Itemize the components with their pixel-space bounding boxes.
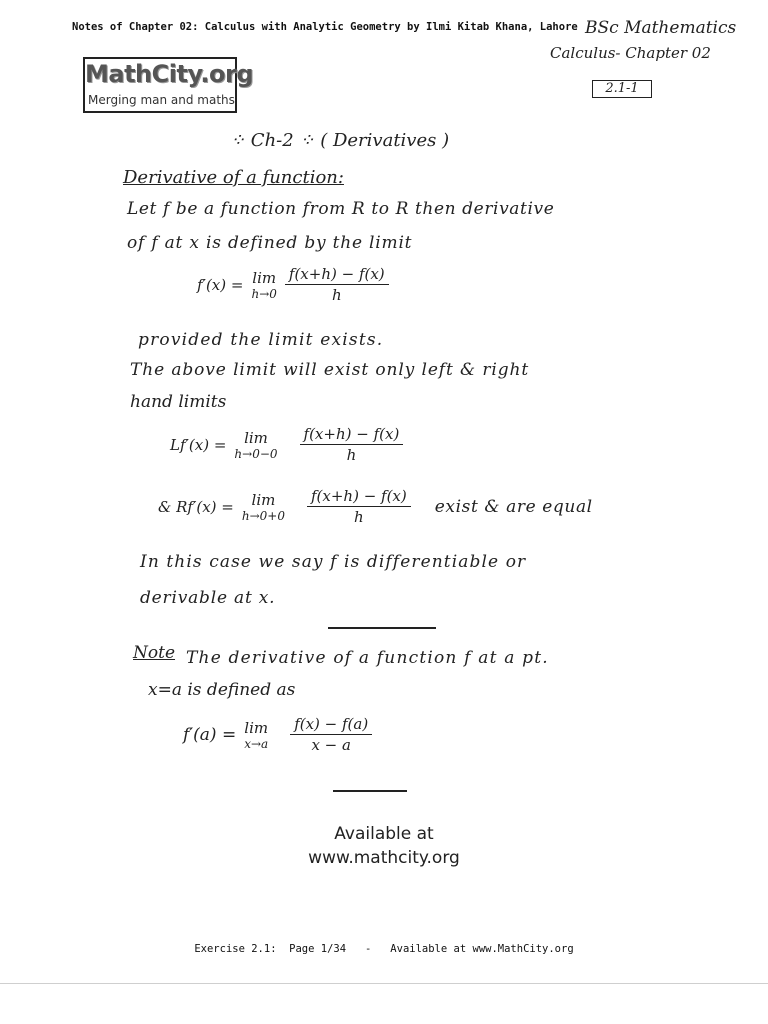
availability-line-1: Available at bbox=[334, 824, 434, 844]
section-title: Derivative of a function: bbox=[123, 167, 344, 188]
fraction-numerator: f(x+h) − f(x) bbox=[307, 487, 411, 507]
equation-lhs: & Rf′(x) = bbox=[158, 497, 234, 516]
limit-subscript: x→a bbox=[244, 736, 269, 751]
fraction-numerator: f(x+h) − f(x) bbox=[300, 425, 404, 445]
note-label: Note bbox=[133, 643, 176, 663]
derivative-at-point-equation bbox=[183, 715, 372, 754]
equation-lhs: Lf′(x) = bbox=[170, 435, 227, 454]
existence-condition: exist & are equal bbox=[434, 496, 593, 517]
derivative-definition-equation bbox=[197, 265, 389, 304]
limit-label: lim bbox=[244, 718, 269, 737]
limit-exists-line: The above limit will exist only left & right bbox=[130, 360, 530, 380]
fraction-denominator: x − a bbox=[311, 736, 351, 754]
intro-line-1: Let f be a function from R to R then derivative bbox=[127, 199, 555, 219]
fraction-denominator: h bbox=[354, 508, 364, 526]
equation-lhs: f′(a) = bbox=[183, 724, 237, 745]
course-chapter-label: Calculus- Chapter 02 bbox=[550, 44, 711, 62]
left-derivative-equation bbox=[170, 425, 403, 464]
logo-tagline: Merging man and maths bbox=[88, 93, 235, 107]
differentiable-line: In this case we say f is differentiable or bbox=[140, 552, 527, 572]
page-footer: Exercise 2.1: Page 1/34 - Available at www.MathCity.org bbox=[194, 943, 574, 955]
limit-label: lim bbox=[252, 268, 277, 287]
availability-url: www.mathcity.org bbox=[308, 848, 460, 868]
section-divider bbox=[328, 627, 436, 629]
limit-operator bbox=[234, 429, 277, 461]
mathcity-logo bbox=[83, 57, 254, 113]
hand-limits-line: hand limits bbox=[130, 392, 227, 412]
limit-operator bbox=[251, 269, 276, 301]
end-divider bbox=[333, 790, 407, 792]
fraction-numerator: f(x) − f(a) bbox=[290, 715, 372, 735]
difference-quotient bbox=[285, 265, 389, 304]
limit-operator bbox=[242, 491, 285, 523]
course-label: BSc Mathematics bbox=[585, 18, 737, 38]
equation-lhs: f′(x) = bbox=[197, 275, 244, 294]
limit-subscript: h→0 bbox=[251, 286, 277, 301]
difference-quotient bbox=[307, 487, 411, 526]
availability-notice bbox=[0, 822, 768, 870]
limit-operator bbox=[244, 719, 268, 751]
logo-wordmark: MathCity.org bbox=[85, 60, 254, 88]
fraction-denominator: h bbox=[331, 286, 342, 304]
fraction-numerator: f(x+h) − f(x) bbox=[285, 265, 389, 285]
note-line-1: The derivative of a function f at a pt. bbox=[186, 648, 549, 668]
difference-quotient bbox=[300, 425, 404, 464]
limit-subscript: h→0+0 bbox=[241, 508, 285, 523]
intro-line-2: of f at x is defined by the limit bbox=[127, 233, 413, 253]
scan-edge-line bbox=[0, 983, 768, 984]
difference-quotient bbox=[290, 715, 372, 754]
note-line-2: x=a is defined as bbox=[148, 680, 296, 700]
limit-subscript: h→0−0 bbox=[234, 446, 278, 461]
right-derivative-equation bbox=[158, 487, 593, 526]
provided-line: provided the limit exists. bbox=[138, 330, 384, 350]
document-header: Notes of Chapter 02: Calculus with Analytic Geometry by Ilmi Kitab Khana, Lahore bbox=[72, 21, 578, 33]
limit-label: lim bbox=[244, 428, 268, 447]
fraction-denominator: h bbox=[346, 446, 357, 464]
chapter-heading: ⁘ Ch-2 ⁘ ( Derivatives ) bbox=[230, 130, 450, 151]
derivable-line: derivable at x. bbox=[140, 588, 276, 608]
limit-label: lim bbox=[251, 490, 276, 509]
page-reference-box: 2.1-1 bbox=[592, 80, 652, 98]
